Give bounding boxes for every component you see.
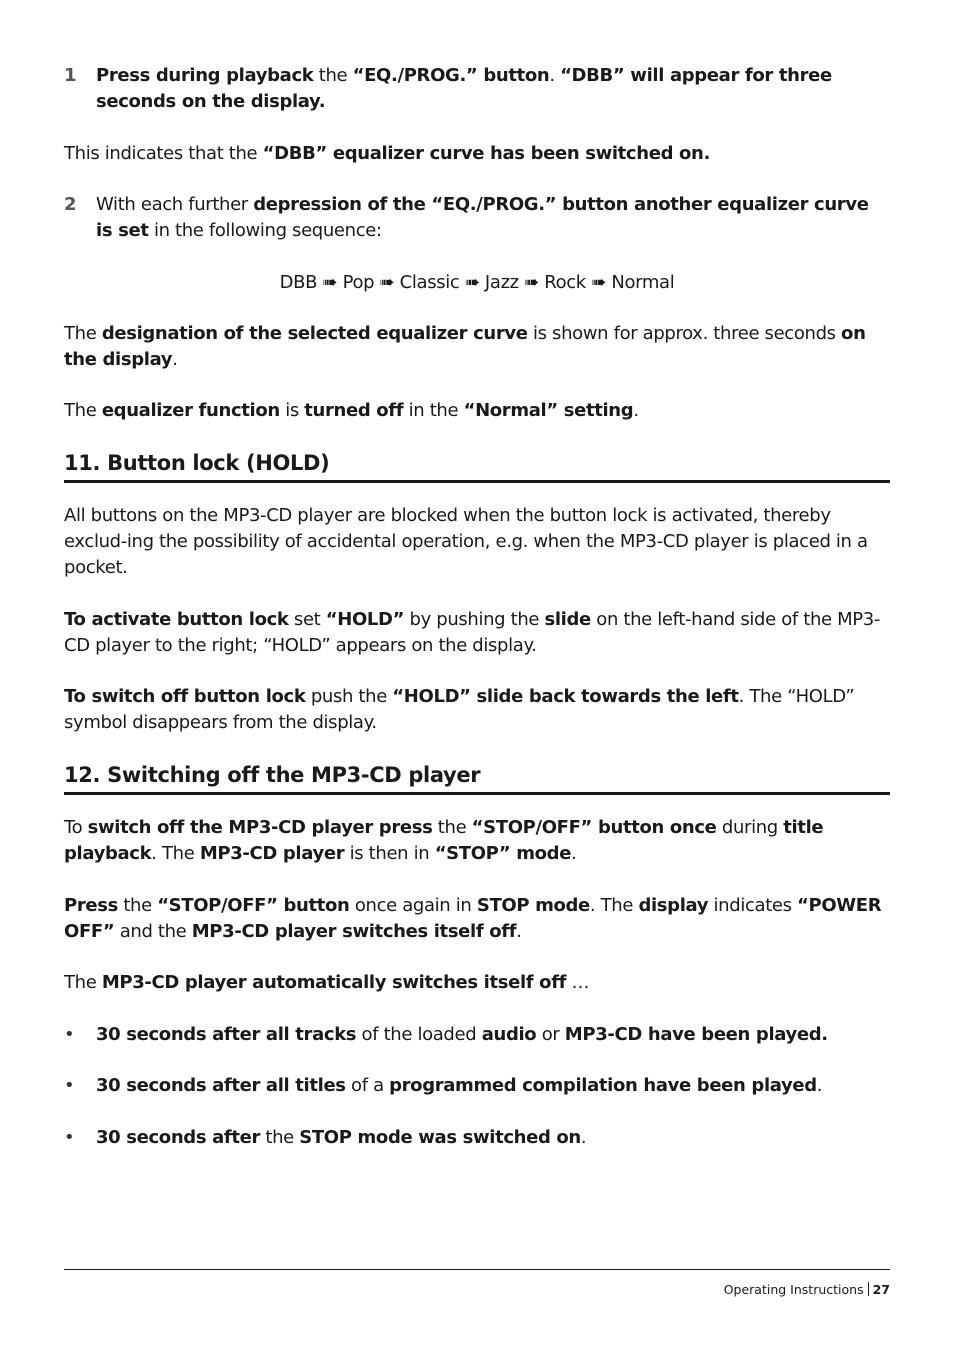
step-1: [64, 63, 890, 115]
list-item: [64, 1073, 890, 1099]
footer-separator: [868, 1282, 869, 1296]
page-number: 27: [872, 1282, 890, 1297]
list-item: [64, 1022, 890, 1048]
power-off-paragraph: Press the “STOP/OFF” button once again in STOP mode. The display indicates “POWER OFF” and the MP3-CD player switches itself off.: [64, 895, 882, 942]
list-item: [64, 1125, 890, 1151]
section-heading-switch-off: 12. Switching off the MP3-CD player: [64, 760, 890, 795]
footer-divider: [64, 1269, 890, 1270]
bullet-icon: •: [64, 1075, 75, 1096]
step-number: 1: [64, 65, 77, 86]
step-2: [64, 192, 890, 244]
list-item-text: 30 seconds after all titles of a programmed compilation have been played.: [96, 1075, 823, 1096]
list-item-text: 30 seconds after all tracks of the loaded audio or MP3-CD have been played.: [96, 1024, 828, 1045]
step-2-text: With each further depression of the “EQ./PROG.” button another equalizer curve is set in the following sequence:: [96, 194, 869, 241]
page-content: [64, 63, 890, 1151]
footer-label: Operating Instructions: [723, 1282, 864, 1297]
step-number: 2: [64, 194, 77, 215]
switch-off-paragraph: To switch off the MP3-CD player press the “STOP/OFF” button once during title playback. The MP3-CD player is then in “STOP” mode.: [64, 817, 824, 864]
activate-lock-paragraph: To activate button lock set “HOLD” by pushing the slide on the left-hand side of the MP3-CD player to the right; “HOLD” appears on the display.: [64, 609, 881, 656]
equalizer-off-paragraph: The equalizer function is turned off in the “Normal” setting.: [64, 400, 639, 421]
section-heading-button-lock: 11. Button lock (HOLD): [64, 448, 890, 483]
designation-paragraph: The designation of the selected equalizer curve is shown for approx. three seconds on the display.: [64, 323, 866, 370]
button-lock-intro: All buttons on the MP3-CD player are blocked when the button lock is activated, thereby exclud-ing the possibility of accidental operation, e.g. when the MP3-CD player is placed in a pocket.: [64, 505, 868, 578]
dbb-info-paragraph: This indicates that the “DBB” equalizer curve has been switched on.: [64, 143, 710, 164]
equalizer-sequence: DBB ➠ Pop ➠ Classic ➠ Jazz ➠ Rock ➠ Normal: [279, 272, 675, 293]
bullet-icon: •: [64, 1127, 75, 1148]
page-footer: [724, 1280, 890, 1300]
step-1-text: Press during playback the “EQ./PROG.” button. “DBB” will appear for three seconds on the display.: [96, 65, 832, 112]
bullet-icon: •: [64, 1024, 75, 1045]
deactivate-lock-paragraph: To switch off button lock push the “HOLD” slide back towards the left. The “HOLD” symbol disappears from the display.: [64, 686, 855, 733]
auto-off-paragraph: The MP3-CD player automatically switches itself off …: [64, 972, 590, 993]
list-item-text: 30 seconds after the STOP mode was switched on.: [96, 1127, 587, 1148]
